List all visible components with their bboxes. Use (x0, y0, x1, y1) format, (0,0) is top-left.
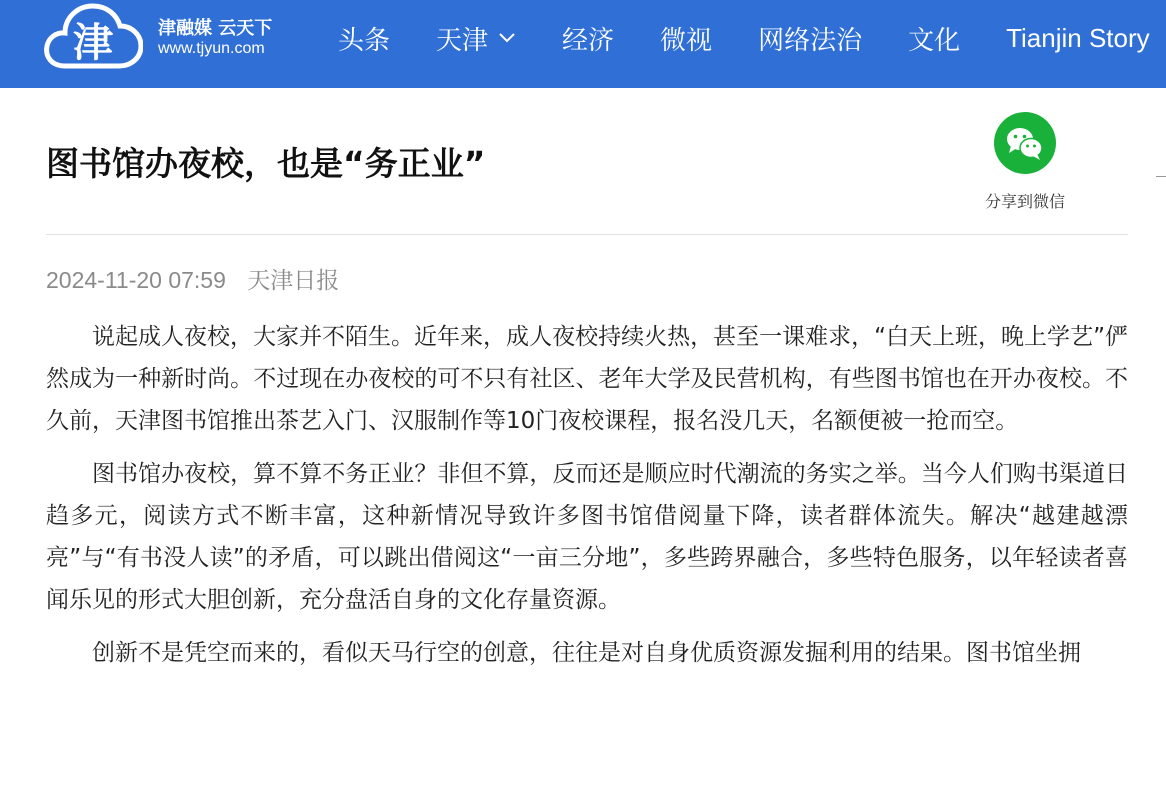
nav-item-toutiao[interactable] (338, 20, 390, 57)
chevron-down-icon (498, 32, 516, 44)
nav-item-label: 经济 (562, 25, 615, 56)
article-body (46, 316, 1128, 685)
article-paragraph: 说起成人夜校，大家并不陌生。近年来，成人夜校持续火热，甚至一课难求，“白天上班，晚上学艺”俨然成为一种新时尚。不过现在办夜校的可不只有社区、老年大学及民营机构，有些图书馆也在开办夜校。不久前，天津图书馆推出茶艺入门、汉服制作等10门夜校课程，报名没几天，名额便被一抢而空。 (46, 324, 1128, 434)
logo-char: 津 (73, 20, 113, 66)
share-wechat-button[interactable] (975, 112, 1075, 212)
nav-item-label: 网络法治 (758, 25, 863, 56)
nav-item-label: 微视 (660, 25, 713, 56)
nav-item-video[interactable] (660, 20, 712, 57)
article-paragraph: 创新不是凭空而来的，看似天马行空的创意，往往是对自身优质资源发掘利用的结果。图书馆坐拥 (92, 640, 1081, 666)
nav-item-culture[interactable] (908, 20, 960, 57)
article-source: 天津日报 (247, 268, 340, 294)
wechat-bubbles-icon (994, 112, 1056, 174)
main-nav (338, 18, 1166, 58)
nav-item-tianjin[interactable] (436, 20, 516, 57)
nav-item-tianjin-story[interactable] (1006, 23, 1150, 54)
nav-item-label: 文化 (908, 25, 961, 56)
logo-url[interactable]: www.tjyun.com (158, 40, 265, 57)
edge-divider (1156, 176, 1166, 177)
share-label: 分享到微信 (984, 192, 1065, 211)
article-meta (46, 262, 339, 295)
nav-item-label: 头条 (338, 25, 391, 56)
top-navbar (0, 0, 1166, 88)
logo-name[interactable]: 津融媒 云天下 (158, 18, 273, 39)
wechat-icon[interactable] (994, 112, 1056, 174)
nav-item-economy[interactable] (562, 20, 614, 57)
title-divider (46, 234, 1128, 235)
logo-cloud-icon[interactable] (43, 0, 143, 72)
nav-item-law[interactable] (758, 20, 862, 57)
article-paragraph: 图书馆办夜校，算不算不务正业？非但不算，反而还是顺应时代潮流的务实之举。当今人们购书渠道日趋多元，阅读方式不断丰富，这种新情况导致许多图书馆借阅量下降，读者群体流失。解决“越建越漂亮”与“有书没人读”的矛盾，可以跳出借阅这“一亩三分地”，多些跨界融合，多些特色服务，以年轻读者喜闻乐见的形式大胆创新，充分盘活自身的文化存量资源。 (46, 461, 1128, 613)
publish-date: 2024-11-20 07:59 (46, 267, 226, 293)
article-title: 图书馆办夜校，也是“务正业” (46, 144, 486, 183)
nav-item-label: 天津 (436, 25, 489, 56)
nav-item-label: Tianjin Story (1006, 22, 1150, 53)
